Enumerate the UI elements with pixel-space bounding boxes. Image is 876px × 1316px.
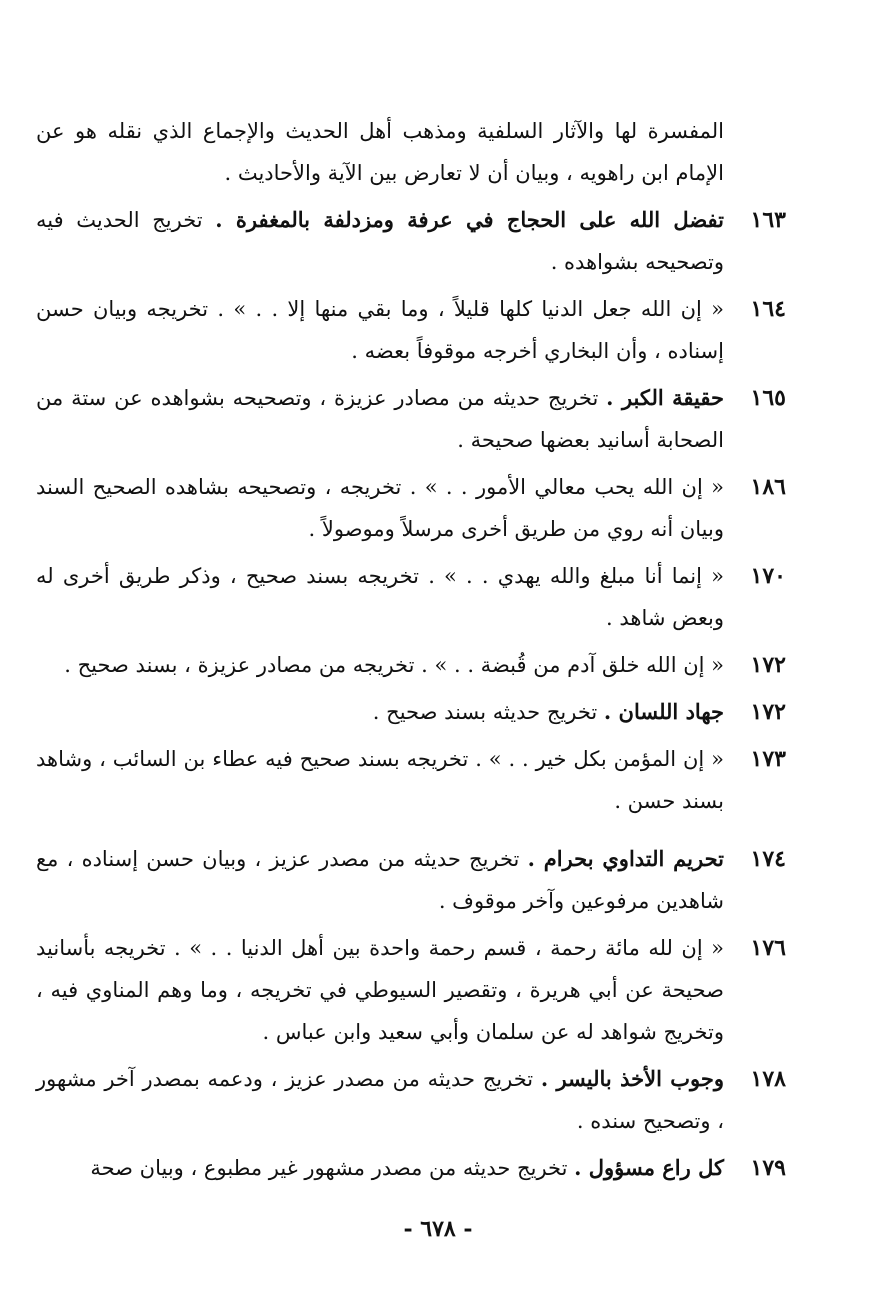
entry-heading: حقيقة الكبر . (606, 385, 724, 410)
entry-page-number: ١٧٨ (750, 1066, 786, 1092)
entry-page-number: ١٧٦ (750, 935, 786, 961)
entry-page-number: ١٧٤ (750, 846, 786, 872)
index-entry (36, 1058, 786, 1142)
index-entry (36, 555, 786, 639)
entry-description: المفسرة لها والآثار السلفية ومذهب أهل الحديث والإجماع الذي نقله هو عن الإمام ابن راهويه ، وبيان أن لا تعارض بين الآية والأحاديث . (36, 119, 724, 185)
entry-page-number: ١٧٩ (750, 1155, 786, 1181)
entry-heading: كل راع مسؤول . (574, 1155, 724, 1180)
entry-description: « إن لله مائة رحمة ، قسم رحمة واحدة بين أهل الدنيا . . » . تخريجه بأسانيد صحيحة عن أبي هريرة ، وتقصير السيوطي في تخريجه ، وما وهم المناوي فيه ، وتخريج شواهد له عن سلمان وأبي سعيد وابن عباس . (36, 936, 724, 1044)
index-entry (36, 199, 786, 283)
entry-page-number: ١٦٣ (750, 207, 786, 233)
entry-description: « إنما أنا مبلغ والله يهدي . . » . تخريجه بسند صحيح ، وذكر طريق أخرى له وبعض شاهد . (36, 564, 724, 630)
entry-text (36, 199, 724, 283)
page-number: - ٦٧٨ - (403, 1216, 473, 1242)
entry-page-number: ١٧٠ (750, 563, 786, 589)
entry-description: تخريج حديثه من مصدر عزيز ، ودعمه بمصدر آخر مشهور ، وتصحيح سنده . (36, 1067, 724, 1133)
entry-text (36, 288, 724, 372)
entry-page-number: ١٧٢ (750, 652, 786, 678)
entry-text (36, 1058, 724, 1142)
entry-text (36, 738, 724, 822)
entry-description: « إن المؤمن بكل خير . . » . تخريجه بسند صحيح فيه عطاء بن السائب ، وشاهد بسند حسن . (36, 747, 724, 813)
entry-text (36, 838, 724, 922)
entry-text (36, 110, 724, 194)
entry-text (36, 555, 724, 639)
entry-text (36, 644, 724, 686)
entry-text (36, 377, 724, 461)
index-entry (36, 377, 786, 461)
entry-description: « إن الله يحب معالي الأمور . . » . تخريجه ، وتصحيحه بشاهده الصحيح السند وبيان أنه روي من طريق أخرى مرسلاً وموصولاً . (36, 475, 724, 541)
entry-heading: تفضل الله على الحجاج في عرفة ومزدلفة بالمغفرة . (215, 207, 724, 232)
index-entry (36, 644, 786, 686)
entry-page-number: ١٦٤ (750, 296, 786, 322)
entry-description: « إن الله خلق آدم من قُبضة . . » . تخريجه من مصادر عزيزة ، بسند صحيح . (64, 653, 724, 677)
index-entry (36, 1147, 786, 1189)
page-body (36, 110, 786, 1194)
entry-description: تخريج حديثه من مصادر عزيزة ، وتصحيحه بشواهده عن ستة من الصحابة أسانيد بعضها صحيحة . (36, 386, 724, 452)
entry-description: تخريج حديثه من مصدر عزيز ، وبيان حسن إسناده ، مع شاهدين مرفوعين وآخر موقوف . (36, 847, 724, 913)
entry-text (36, 927, 724, 1053)
index-entry (36, 838, 786, 922)
index-entry (36, 927, 786, 1053)
index-entry (36, 738, 786, 822)
index-entry (36, 691, 786, 733)
entry-page-number: ١٧٢ (750, 699, 786, 725)
entry-text (36, 691, 724, 733)
entry-page-number: ١٧٣ (750, 746, 786, 772)
entry-page-number: ١٦٥ (750, 385, 786, 411)
entry-heading: تحريم التداوي بحرام . (527, 846, 724, 871)
index-entry (36, 110, 786, 194)
entry-description: « إن الله جعل الدنيا كلها قليلاً ، وما بقي منها إلا . . » . تخريجه وبيان حسن إسناده ، وأن البخاري أخرجه موقوفاً بعضه . (36, 297, 724, 363)
entry-text (36, 1147, 724, 1189)
entry-description: تخريج حديثه من مصدر مشهور غير مطبوع ، وبيان صحة (90, 1156, 575, 1180)
index-entry (36, 288, 786, 372)
entry-page-number: ١٨٦ (750, 474, 786, 500)
entry-description: تخريج حديثه بسند صحيح . (372, 700, 604, 724)
entry-text (36, 466, 724, 550)
entry-description: تخريج الحديث فيه وتصحيحه بشواهده . (36, 208, 724, 274)
entry-heading: وجوب الأخذ باليسر . (540, 1066, 724, 1091)
index-entry (36, 466, 786, 550)
entry-heading: جهاد اللسان . (603, 699, 724, 724)
